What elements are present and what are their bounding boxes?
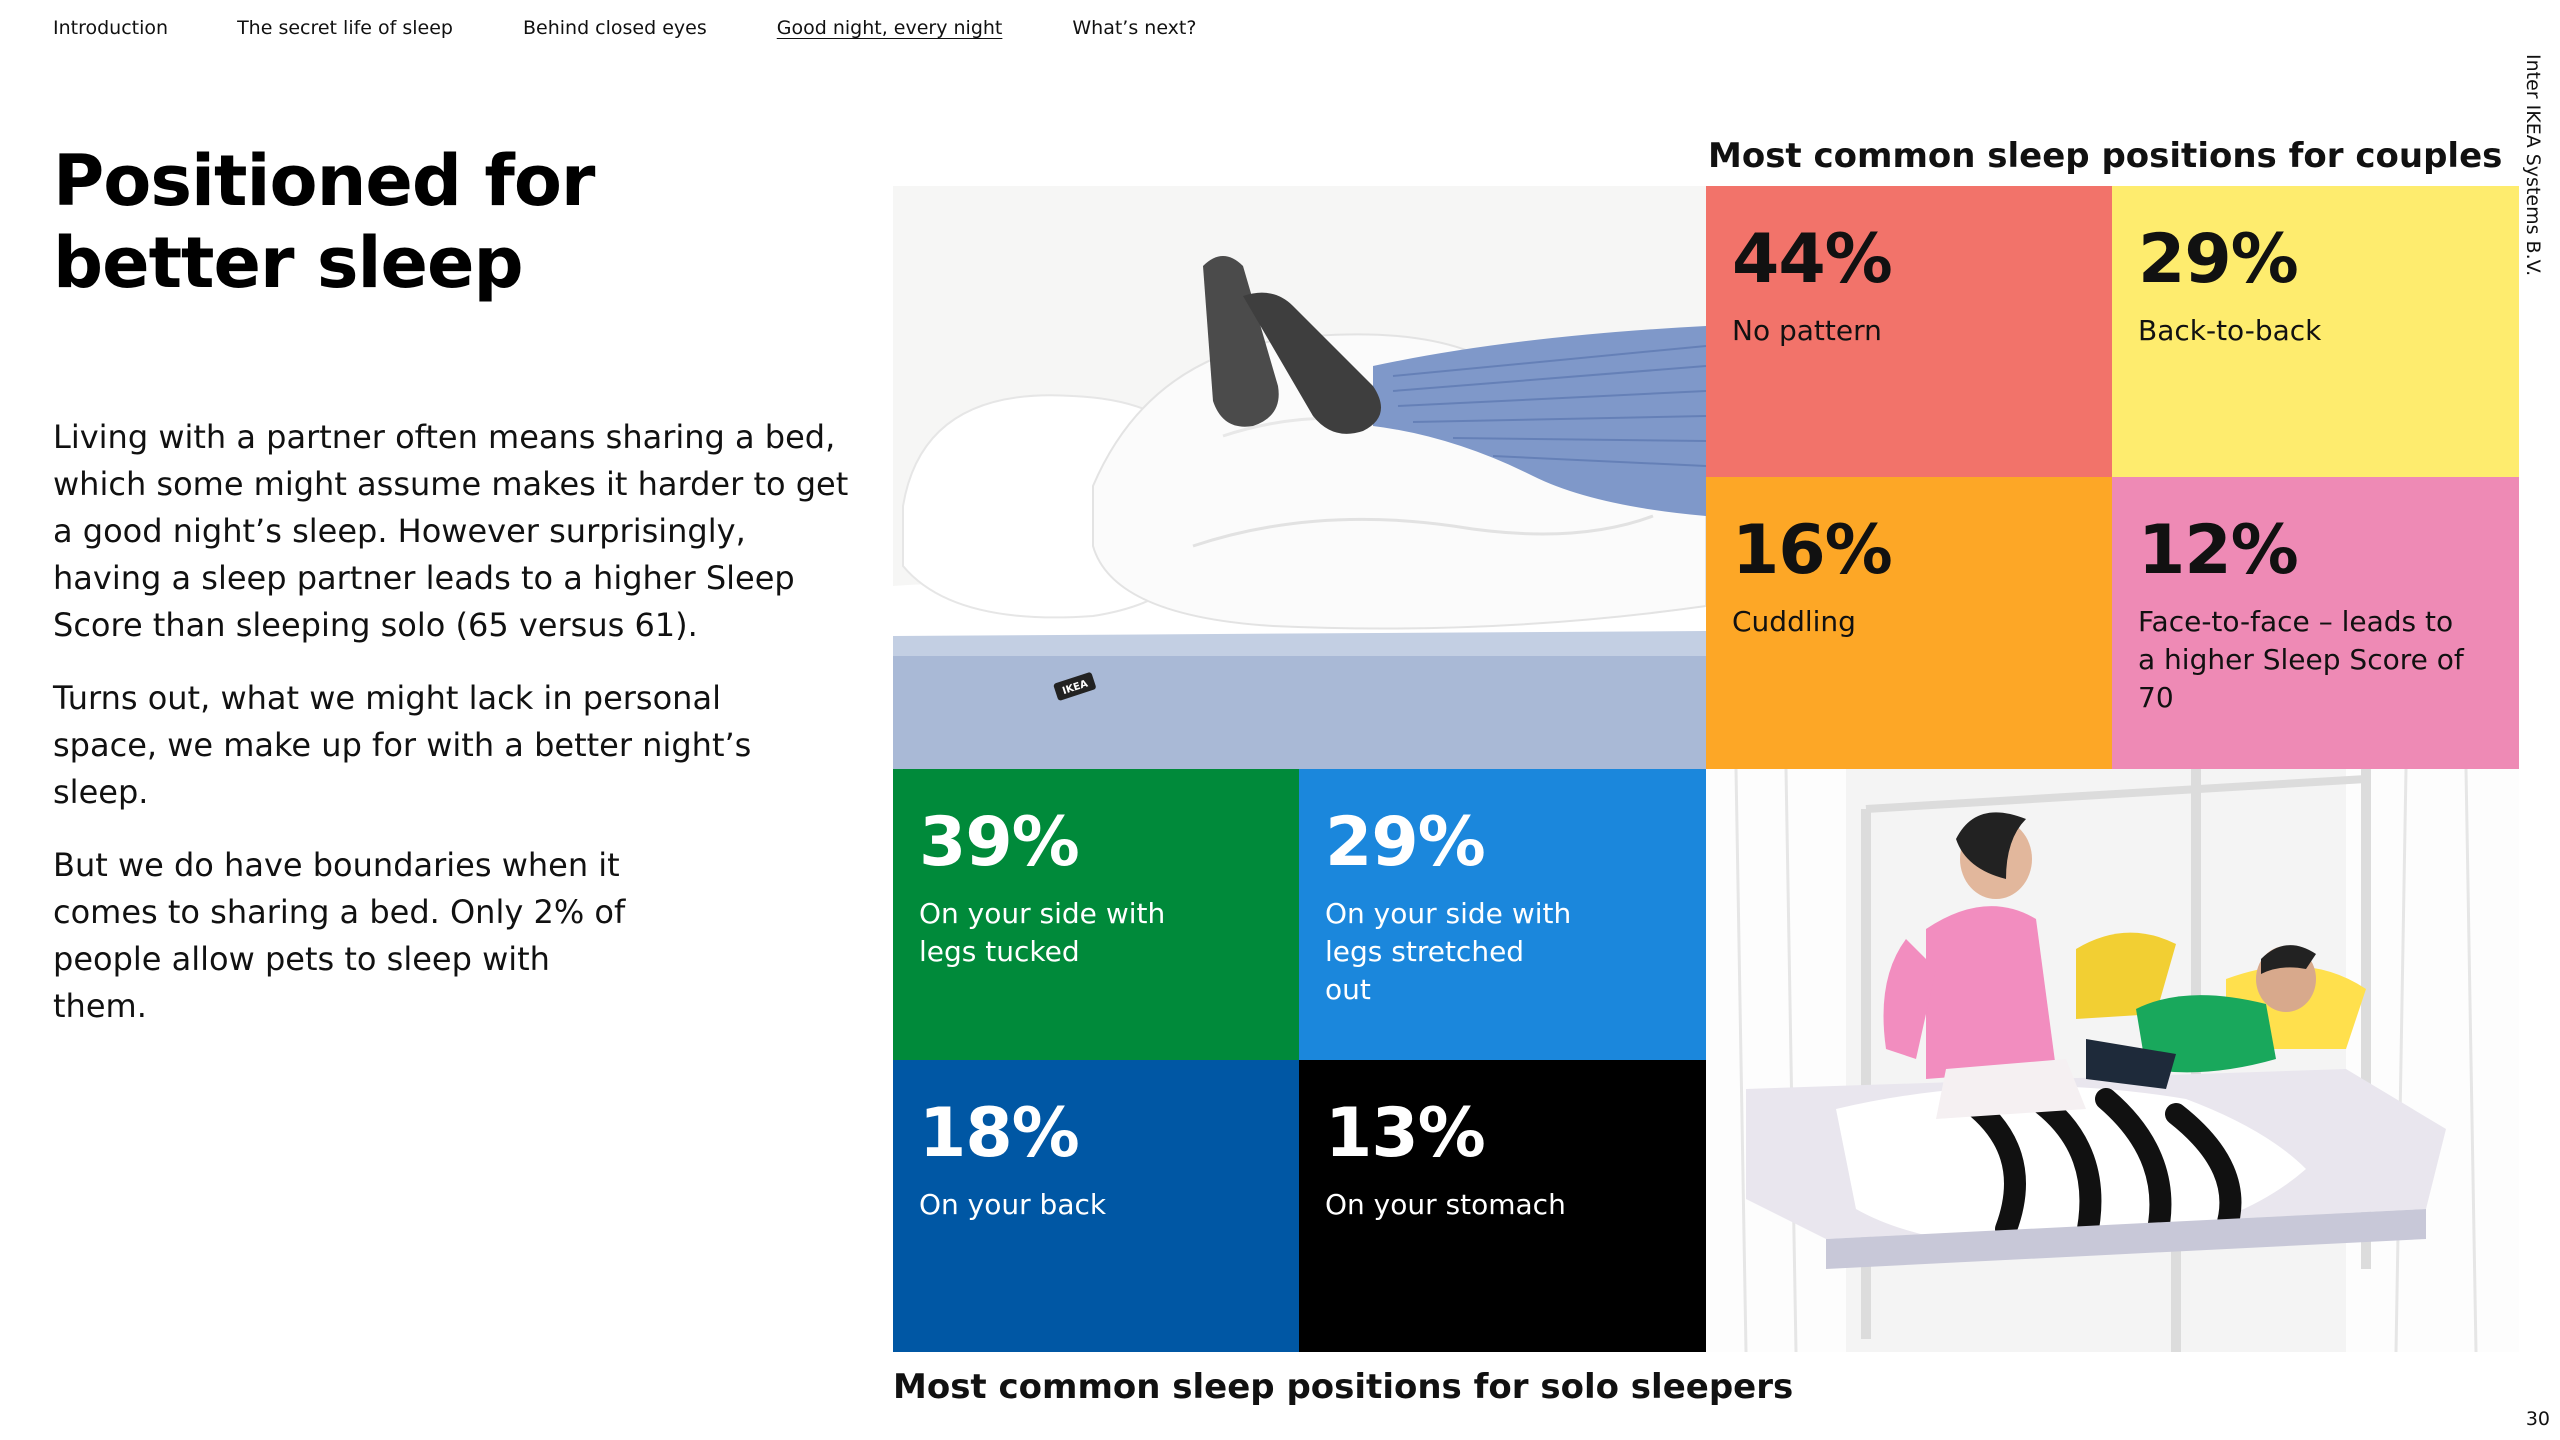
couples-tile-back-to-back bbox=[2112, 186, 2519, 477]
solo-chart-heading: Most common sleep positions for solo sleepers bbox=[893, 1367, 1794, 1407]
couple-on-canopy-bed-photo bbox=[1706, 769, 2519, 1352]
solo-tile-side-legs-tucked bbox=[893, 769, 1299, 1060]
paragraph-partner: Living with a partner often means sharing a bed, which some might assume makes it harder to get a good night’s sleep. However surprisingly, having a sleep partner leads to a higher Sleep Score than sleeping solo (65 versus 61). bbox=[53, 418, 849, 644]
tile-label: On your side with legs stretched out bbox=[1325, 897, 1572, 1006]
page-title-line1: Positioned for bbox=[53, 140, 595, 222]
bed-with-duvet-and-feet-photo bbox=[893, 186, 1706, 769]
nav-good-night-every-night[interactable]: Good night, every night bbox=[776, 17, 1003, 39]
couples-tile-cuddling bbox=[1706, 477, 2112, 769]
page-title bbox=[53, 140, 853, 304]
tile-percentage: 29% bbox=[2138, 220, 2298, 299]
page-title-line2: better sleep bbox=[53, 222, 523, 304]
tile-percentage: 13% bbox=[1325, 1094, 1485, 1173]
nav-introduction[interactable]: Introduction bbox=[53, 17, 169, 39]
couples-chart-heading: Most common sleep positions for couples bbox=[1708, 136, 2503, 176]
tile-percentage: 39% bbox=[919, 803, 1079, 882]
tile-percentage: 16% bbox=[1732, 511, 1892, 590]
tile-percentage: 29% bbox=[1325, 803, 1485, 882]
tile-percentage: 44% bbox=[1732, 220, 1892, 299]
couples-tile-face-to-face bbox=[2112, 477, 2519, 769]
couples-tile-no-pattern bbox=[1706, 186, 2112, 477]
tile-label: Cuddling bbox=[1732, 605, 1856, 638]
tile-label: Back-to-back bbox=[2138, 314, 2322, 347]
mattress-tag-text: IKEA bbox=[1061, 678, 1090, 698]
paragraph-boundaries: But we do have boundaries when it comes to sharing a bed. Only 2% of people allow pets to sleep with them. bbox=[53, 846, 626, 1025]
tile-percentage: 12% bbox=[2138, 511, 2298, 590]
tile-label: No pattern bbox=[1732, 314, 1882, 347]
couple-photo-illustration bbox=[1706, 769, 2519, 1352]
body-text bbox=[53, 414, 863, 1056]
solo-tile-on-stomach bbox=[1299, 1060, 1706, 1352]
copyright-credit: Inter IKEA Systems B.V. bbox=[2522, 54, 2544, 277]
page-number: 30 bbox=[2525, 1408, 2550, 1430]
top-navigation bbox=[53, 14, 1196, 42]
nav-secret-life-of-sleep[interactable]: The secret life of sleep bbox=[237, 17, 453, 39]
tile-percentage: 18% bbox=[919, 1094, 1079, 1173]
nav-whats-next[interactable]: What’s next? bbox=[1072, 17, 1197, 39]
tile-label: On your stomach bbox=[1325, 1188, 1566, 1221]
tile-label: On your back bbox=[919, 1188, 1107, 1221]
solo-tile-side-legs-stretched bbox=[1299, 769, 1706, 1060]
tile-label: On your side with legs tucked bbox=[919, 897, 1166, 968]
bed-photo-illustration bbox=[893, 186, 1706, 769]
solo-tile-on-back bbox=[893, 1060, 1299, 1352]
tile-label: Face-to-face – leads to a higher Sleep Score of 70 bbox=[2138, 605, 2464, 714]
nav-behind-closed-eyes[interactable]: Behind closed eyes bbox=[523, 17, 707, 39]
paragraph-personal-space: Turns out, what we might lack in personal space, we make up for with a better night’s sleep. bbox=[53, 679, 752, 811]
